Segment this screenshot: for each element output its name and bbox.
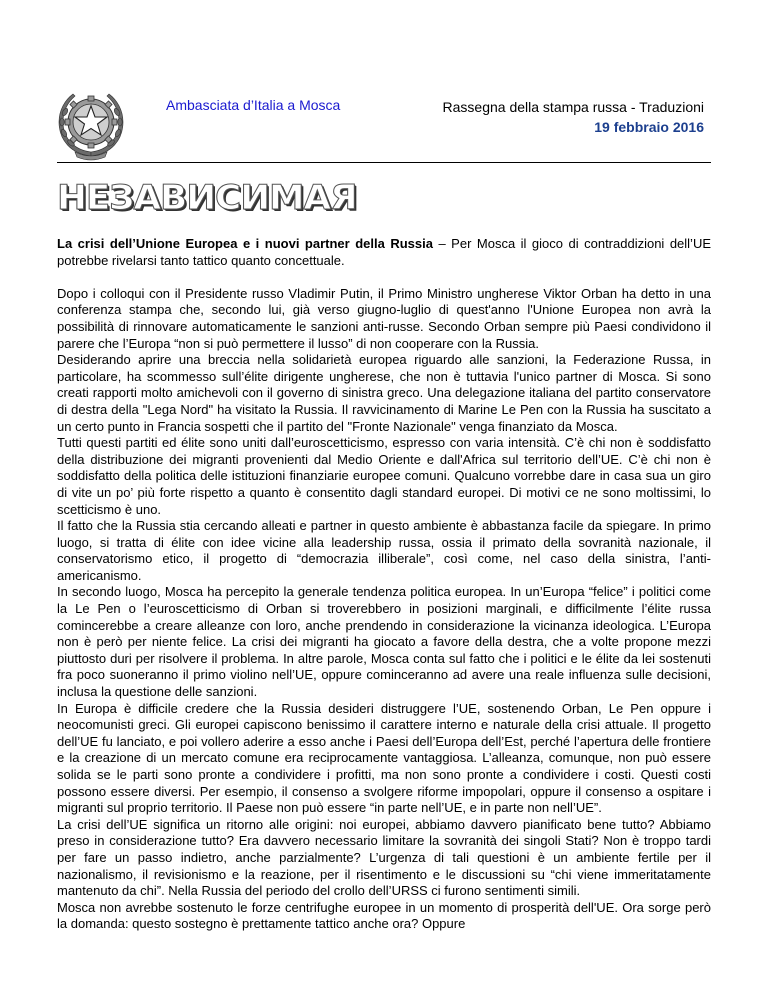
italian-republic-emblem-icon [51, 82, 131, 162]
article-paragraph: Tutti questi partiti ed élite sono uniti dall’euroscetticismo, espresso con varia intensità. C’è chi non è soddisfatto della distribuzione dei migranti provenienti dal Medio Oriente e dall'Africa sul territorio dell’UE. C’è chi non è soddisfatto della politica delle istituzioni finanziarie europee comuni. Qualcuno vorrebbe dare in casa sua un giro di vite un po’ più forte rispetto a quanto è consentito dagli standard europei. Di motivi ce ne sono moltissimi, lo scetticismo è uno. [57, 435, 711, 517]
article-lead [57, 236, 711, 269]
newspaper-masthead-logo [57, 178, 357, 218]
article-headline: La crisi dell’Unione Europea e i nuovi partner della Russia [57, 236, 433, 251]
article-paragraph: Mosca non avrebbe sostenuto le forze centrifughe europee in un momento di prosperità dell'UE. Ora sorge però la domanda: questo sostegno è prettamente tattico anche ora? Oppure [57, 899, 711, 932]
article-paragraph: In Europa è difficile credere che la Russia desideri distruggere l’UE, sostenendo Orban, Le Pen oppure i neocomunisti greci. Gli europei capiscono benissimo il carattere interno e naturale della crisi attuale. Il progetto dell’UE fu lanciato, e poi vollero aderire a esso anche i Paesi dell’Europa dell’Est, perché l’apertura delle frontiere e la creazione di un mercato comune era reciprocamente vantaggiosa. L’alleanza, comunque, non può essere solida se le parti sono pronte a condividere i profitti, ma non sono pronte a condividere i costi. Questi costi possono essere diversi. Per esempio, il consenso a svolgere riforme impopolari, oppure il consenso a ospitare i migranti sul proprio territorio. Il Paese non può essere “in parte nell’UE, e in parte non nell’UE”. [57, 700, 711, 816]
masthead-name: НЕЗАВИСИМАЯ [57, 178, 357, 218]
article-paragraph: La crisi dell’UE significa un ritorno alle origini: noi europei, abbiamo davvero pianificato bene tutto? Abbiamo preso in considerazione tutto? Era davvero necessario limitare la sovranità dei singoli Stati? Non è troppo tardi per fare un passo indietro, anche parzialmente? L’urgenza di tali questioni è un ambiente fertile per il nazionalismo, il revisionismo e la reazione, per il risentimento e le discussioni su “chi viene immeritatamente mantenuto da chi”. Nella Russia del periodo del crollo dell’URSS ci furono sentimenti simili. [57, 816, 711, 899]
review-header [443, 97, 704, 137]
review-title: Rassegna della stampa russa - Traduzioni [442, 99, 704, 115]
embassy-name: Ambasciata d’Italia a Mosca [166, 97, 341, 113]
article-body [57, 236, 711, 933]
article-paragraph: Desiderando aprire una breccia nella solidarietà europea riguardo alle sanzioni, la Federazione Russa, in particolare, ha scommesso sull’élite dirigente ungherese, che non è tuttavia l'unico partner di Mosca. Si sono creati rapporti molto amichevoli con il governo di sinistra greco. Una delegazione italiana del partito conservatore di destra della "Lega Nord" ha visitato la Russia. Il ravvicinamento di Marine Le Pen con la Russia ha suscitato a un certo punto in Francia sospetti che il partito del "Fronte Nazionale" venga finanziato da Mosca. [57, 352, 711, 434]
article-paragraph: Dopo i colloqui con il Presidente russo Vladimir Putin, il Primo Ministro ungherese Viktor Orban ha detto in una conferenza stampa che, secondo lui, già verso giugno-luglio di quest'anno l'Unione Europea non avrà la possibilità di rinnovare automaticamente le sanzioni anti-russe. Secondo Orban sempre più Paesi condividono il parere che l’Europa “non si può permettere il lusso” di non cooperare con la Russia. [57, 285, 711, 351]
header-divider [57, 162, 711, 163]
article-paragraph: In secondo luogo, Mosca ha percepito la generale tendenza politica europea. In un’Europa “felice” i politici come la Le Pen o l’euroscetticismo di Orban si troverebbero in posizioni marginali, e difficilmente l’élite russa comincerebbe a creare alleanze con loro, anche prendendo in considerazione la vicinanza ideologica. L’Europa non è però per niente felice. La crisi dei migranti ha giocato a favore della destra, che a volte propone mezzi piuttosto duri per risolvere il problema. In altre parole, Mosca conta sul fatto che i politici e le élite da lei sostenuti fra poco suoneranno il primo violino nell’UE, oppure cominceranno ad avere una reale influenza sulle decisioni, inclusa la questione delle sanzioni. [57, 584, 711, 700]
review-date: 19 febbraio 2016 [594, 119, 704, 135]
article-subtitle: – Per Mosca il gioco di contraddizioni dell’UE potrebbe rivelarsi tanto tattico quanto concettuale. [57, 236, 711, 268]
article-paragraph: Il fatto che la Russia stia cercando alleati e partner in questo ambiente è abbastanza facile da spiegare. In primo luogo, si tratta di élite con idee vicine alla leadership russa, ossia il primato della sovranità nazionale, il conservatorismo etico, il progetto di “democrazia illiberale”, così come, nel caso della sinistra, l’anti-americanismo. [57, 518, 711, 583]
